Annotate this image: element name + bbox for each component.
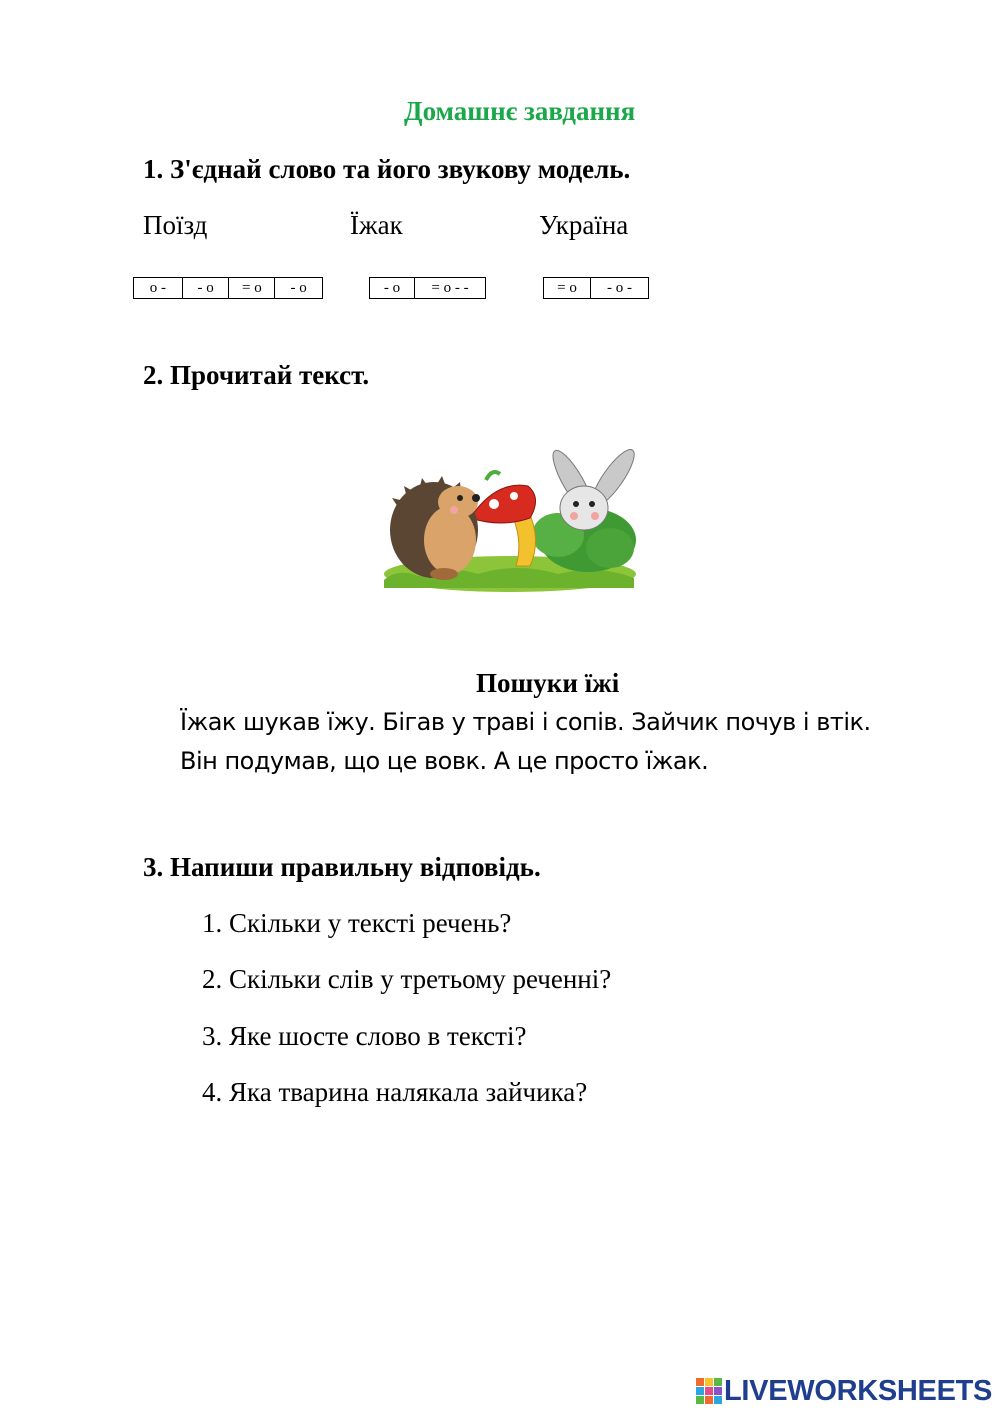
task3-heading: 3. Напиши правильну відповідь. [143,852,541,882]
sound-model-2[interactable] [369,277,486,299]
sound-model-1[interactable] [133,277,323,299]
model-cell: = o [228,278,274,298]
sound-model-3[interactable] [543,277,649,299]
model-cell: - o [383,280,401,296]
model-cell: = o [557,280,577,296]
question-item: 4. Яка тварина налякала зайчика? [202,1077,588,1107]
liveworksheets-logo-icon [696,1378,724,1404]
page-title: Домашнє завдання [404,96,636,126]
model-cell: - o [182,278,229,298]
story-title: Пошуки їжі [476,668,620,698]
question-item: 2. Скільки слів у третьому реченні? [202,964,612,994]
word-yizhak[interactable]: Їжак [350,210,403,240]
model-cell: o - [149,280,166,296]
task1-heading: 1. З'єднай слово та його звукову модель. [143,154,631,184]
hedgehog-bunny-illustration [378,440,640,600]
word-ukraina[interactable]: Україна [539,210,629,240]
model-cell: - o - [590,278,648,298]
brand-name: LIVEWORKSHEETS [724,1374,993,1407]
question-item: 1. Скільки у тексті речень? [202,908,512,938]
story-line: Їжак шукав їжу. Бігав у траві і сопів. Зайчик почув і втік. [180,708,871,736]
word-poizd[interactable]: Поїзд [143,210,208,240]
task2-heading: 2. Прочитай текст. [143,360,370,390]
model-cell: = o - - [414,278,485,298]
liveworksheets-brand[interactable] [696,1376,992,1406]
model-cell: - o [274,278,322,298]
question-item: 3. Яке шосте слово в тексті? [202,1021,527,1051]
story-line: Він подумав, що це вовк. А це просто їжак. [180,747,709,775]
